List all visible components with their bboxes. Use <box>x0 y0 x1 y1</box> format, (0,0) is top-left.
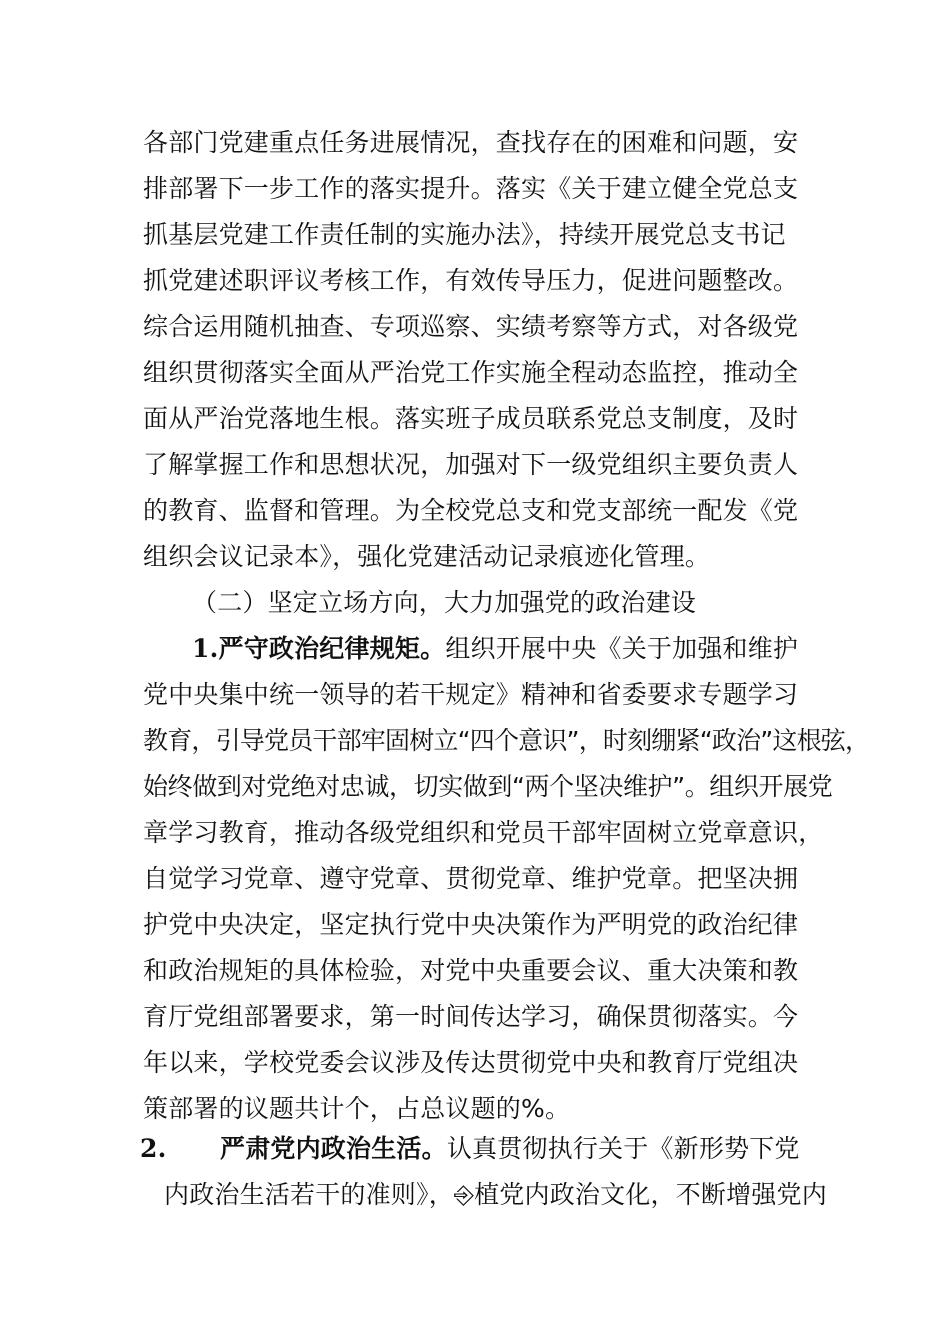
paragraph-line: 的教育、监督和管理。为全校党总支和党支部统一配发《党 <box>143 496 799 525</box>
item-1-text: 组织开展中央《关于加强和维护 <box>445 634 799 663</box>
paragraph-line: 和政治规矩的具体检验，对党中央重要会议、重大决策和教 <box>143 956 799 985</box>
paragraph-line: 始终做到对党绝对忠诚，切实做到“两个坚决维护”。组织开展党 <box>143 772 833 801</box>
paragraph-line: 排部署下一步工作的落实提升。落实《关于建立健全党总支 <box>143 174 799 203</box>
item-2-title: 严肃党内政治生活。 <box>220 1134 447 1163</box>
paragraph-line: 了解掌握工作和思想状况，加强对下一级党组织主要负责人 <box>143 450 799 479</box>
paragraph-line: 自觉学习党章、遵守党章、贯彻党章、维护党章。把坚决拥 <box>143 864 799 893</box>
paragraph-line: 育厅党组部署要求，第一时间传达学习，确保贯彻落实。今 <box>143 1002 799 1031</box>
section-heading: （二）坚定立场方向，大力加强党的政治建设 <box>192 588 697 617</box>
paragraph-line: 年以来，学校党委会议涉及传达贯彻党中央和教育厅党组决 <box>143 1048 799 1077</box>
paragraph-line: 章学习教育，推动各级党组织和党员干部牢固树立党章意识， <box>143 818 824 847</box>
paragraph-line: 综合运用随机抽查、专项巡察、实绩考察等方式，对各级党 <box>143 312 799 341</box>
item-2-text: 认真贯彻执行关于《新形势下党 <box>446 1134 800 1163</box>
paragraph-line: 教育，引导党员干部牢固树立“四个意识”，时刻绷紧“政治”这根弦， <box>143 726 870 755</box>
paragraph-line: 组织会议记录本》，强化党建活动记录痕迹化管理。 <box>143 542 711 571</box>
paragraph-line: 护党中央决定，坚定执行党中央决策作为严明党的政治纪律 <box>143 910 799 939</box>
paragraph-line: 内政治生活若干的准则》，⎆植党内政治文化，不断增强党内 <box>164 1180 827 1209</box>
item-1-first-line <box>192 634 798 664</box>
paragraph-line: 各部门党建重点任务进展情况，查找存在的困难和问题，安 <box>143 128 799 157</box>
item-2-number-text: 2. <box>140 1134 167 1163</box>
paragraph-line: 面从严治党落地生根。落实班子成员联系党总支制度，及时 <box>143 404 799 433</box>
item-2-number <box>140 1134 167 1164</box>
paragraph-line: 抓党建述职评议考核工作，有效传导压力，促进问题整改。 <box>143 266 799 295</box>
paragraph-line: 党中央集中统一领导的若干规定》精神和省委要求专题学习 <box>143 680 799 709</box>
item-1-title: 严守政治纪律规矩。 <box>218 634 446 663</box>
paragraph-line: 抓基层党建工作责任制的实施办法》，持续开展党总支书记 <box>143 220 786 249</box>
item-2-first-line <box>220 1134 800 1164</box>
item-1-number: 1. <box>192 634 219 663</box>
paragraph-line: 策部署的议题共计个，占总议题的%。 <box>143 1094 571 1123</box>
paragraph-line: 组织贯彻落实全面从严治党工作实施全程动态监控，推动全 <box>143 358 799 387</box>
